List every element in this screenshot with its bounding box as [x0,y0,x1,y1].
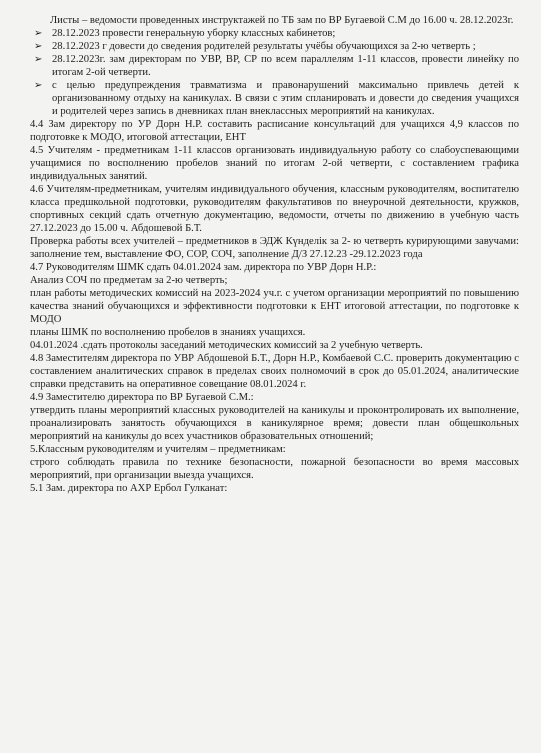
arrow-bullet-icon: ➢ [34,80,43,91]
paragraph-5-title: 5.Классным руководителям и учителям – предметникам: [30,444,286,455]
list-item: ➢ 28.12.2023г. зам директорам по УВР, ВР, СР по всем параллелям 1-11 классов, провести линейку по итогам 2-ой четверти. [34,54,519,78]
paragraph-4-7-protocols: 04.01.2024 .сдать протоколы заседаний методических комиссий за 2 учебную четверть. [30,340,423,351]
arrow-bullet-icon: ➢ [34,41,43,52]
paragraph-4-4: 4.4 Зам директору по УР Дорн Н.Р. составить расписание консультаций для учащихся 4,9 классов по подготовке к МОДО, итоговой аттестации, ЕНТ [30,119,519,143]
paragraph-4-9-body: утвердить планы мероприятий классных руководителей на каникулы и проконтролировать их выполнение, проанализировать занятость обучающихся в каникулярное время; довести план общешкольных мероприятий на каникулы до всех участников образовательных отношений; [30,405,519,442]
list-item: ➢ 28.12.2023 провести генеральную уборку классных кабинетов; [34,28,336,39]
paragraph-check: Проверка работы всех учителей – предметников в ЭДЖ Күнделік за 2- ю четверть курирующими завучами: заполнение тем, выставление ФО, СОР, СОЧ, заполнение Д/З 27.12.23 -29.12.2023 года [30,236,519,260]
paragraph-5-1: 5.1 Зам. директора по АХР Ербол Гулканат: [30,483,228,494]
arrow-bullet-icon: ➢ [34,28,43,39]
arrow-bullet-icon: ➢ [34,54,43,65]
paragraph-4-6: 4.6 Учителям-предметникам, учителям индивидуального обучения, классным руководителям, воспитателю класса предшкольной подготовки, руководителям факультативов по внеурочной деятельности, кружков, спортивных секций сдать отчетную документацию, ведомости, отчеты по движению в учебную часть 27.12.2023 до 15.00 ч. Абдошевой Б.Т. [30,184,519,234]
paragraph-4-9-title: 4.9 Заместителю директора по ВР Бугаевой С.М.: [30,392,254,403]
paragraph-4-7-analysis: Анализ СОЧ по предметам за 2-ю четверть; [30,275,228,286]
paragraph-4-7-plan: план работы методических комиссий на 2023-2024 уч.г. с учетом организации мероприятий по повышению качества знаний обучающихся и эффективности подготовки к ЕНТ итоговой аттестации, по подготовке к МОДО [30,288,519,325]
header-paragraph: Листы – ведомости проведенных инструктажей по ТБ зам по ВР Бугаевой С.М до 16.00 ч. 28.12.2023г. [50,15,514,26]
paragraph-4-7-shmk: планы ШМК по восполнению пробелов в знаниях учащихся. [30,327,306,338]
list-item: ➢ с целью предупреждения травматизма и правонарушений максимально привлечь детей к организованному отдыху на каникулах. В связи с этим спланировать и довести до сведения учащихся и родителей через запись в дневниках план внеклассных мероприятий на каникулах. [34,80,519,117]
paragraph-4-5: 4.5 Учителям - предметникам 1-11 классов организовать индивидуальную работу со слабоуспевающими учащимися по восполнению пробелов знаний по итогам 2-ой четверти, с составлением графика индивидуальных занятий. [30,145,519,182]
bullet-list [30,27,519,118]
paragraph-4-7-title: 4.7 Руководителям ШМК сдать 04.01.2024 зам. директора по УВР Дорн Н.Р.: [30,262,377,273]
paragraph-4-8: 4.8 Заместителям директора по УВР Абдошевой Б.Т., Дорн Н.Р., Комбаевой С.С. проверить документацию с составлением аналитических справок в пределах своих полномочий в срок до 05.01.2024, аналитические справки представить на оперативное совещание 08.01.2024 г. [30,353,519,390]
paragraph-5-body: строго соблюдать правила по технике безопасности, пожарной безопасности во время массовых мероприятий, при организации выезда учащихся. [30,457,519,481]
list-item: ➢ 28.12.2023 г довести до сведения родителей результаты учёбы обучающихся за 2-ю четверть ; [34,41,476,52]
